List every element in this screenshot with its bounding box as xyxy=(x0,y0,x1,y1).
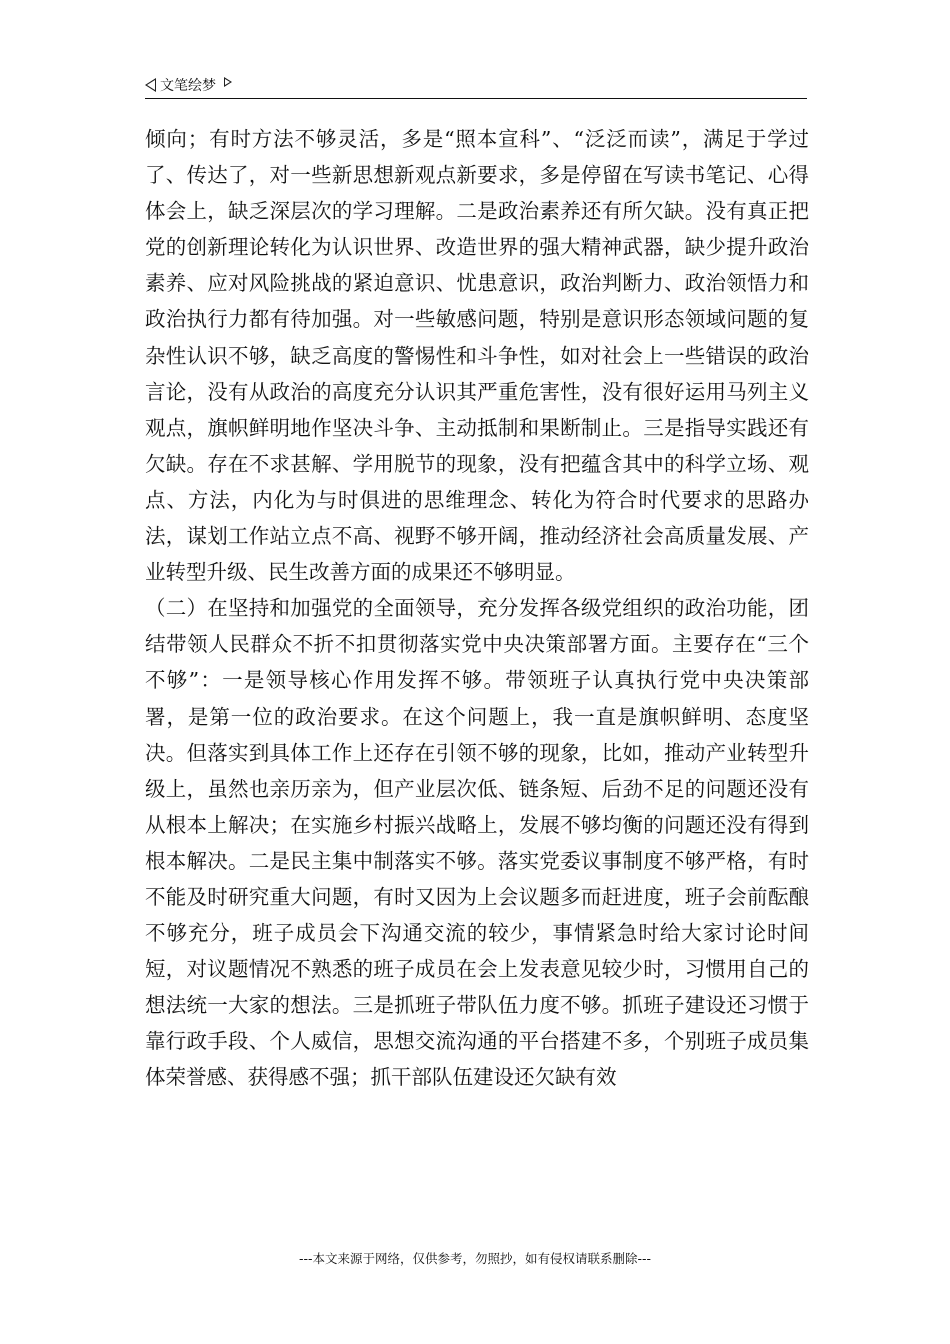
header-divider xyxy=(145,98,807,99)
right-triangle-icon xyxy=(224,77,232,87)
header-title: 文笔绘梦 xyxy=(160,78,216,94)
paragraph-1: 倾向；有时方法不够灵活，多是“照本宣科”、“泛泛而读”，满足于学过了、传达了，对一些新思想新观点新要求，多是停留在写读书笔记、心得体会上，缺乏深层次的学习理解。二是政治素养还有所欠缺。没有真正把党的创新理论转化为认识世界、改造世界的强大精神武器，缺少提升政治素养、应对风险挑战的紧迫意识、忧患意识，政治判断力、政治领悟力和政治执行力都有待加强。对一些敏感问题，特别是意识形态领域问题的复杂性认识不够，缺乏高度的警惕性和斗争性，如对社会上一些错误的政治言论，没有从政治的高度充分认识其严重危害性，没有很好运用马列主义观点，旗帜鲜明地作坚决斗争、主动抵制和果断制止。三是指导实践还有欠缺。存在不求甚解、学用脱节的现象，没有把蕴含其中的科学立场、观点、方法，内化为与时俱进的思维理念、转化为符合时代要求的思路办法，谋划工作站立点不高、视野不够开阔，推动经济社会高质量发展、产业转型升级、民生改善方面的成果还不够明显。 xyxy=(145,127,809,585)
document-body xyxy=(145,121,809,1096)
page-header xyxy=(145,73,807,97)
footer-notice: ---本文来源于网络，仅供参考，勿照抄，如有侵权请联系删除--- xyxy=(298,1251,652,1266)
left-triangle-icon xyxy=(145,78,156,92)
paragraph-2: （二）在坚持和加强党的全面领导，充分发挥各级党组织的政治功能，团结带领人民群众不折不扣贯彻落实党中央决策部署方面。主要存在“三个不够”：一是领导核心作用发挥不够。带领班子认真执行党中央决策部署，是第一位的政治要求。在这个问题上，我一直是旗帜鲜明、态度坚决。但落实到具体工作上还存在引领不够的现象，比如，推动产业转型升级上，虽然也亲历亲为，但产业层次低、链条短、后劲不足的问题还没有从根本上解决；在实施乡村振兴战略上，发展不够均衡的问题还没有得到根本解决。二是民主集中制落实不够。落实党委议事制度不够严格，有时不能及时研究重大问题，有时又因为上会议题多而赶进度，班子会前酝酿不够充分，班子成员会下沟通交流的较少，事情紧急时给大家讨论时间短，对议题情况不熟悉的班子成员在会上发表意见较少时，习惯用自己的想法统一大家的想法。三是抓班子带队伍力度不够。抓班子建设还习惯于靠行政手段、个人威信，思想交流沟通的平台搭建不多，个别班子成员集体荣誉感、获得感不强；抓干部队伍建设还欠缺有效 xyxy=(145,596,809,1090)
